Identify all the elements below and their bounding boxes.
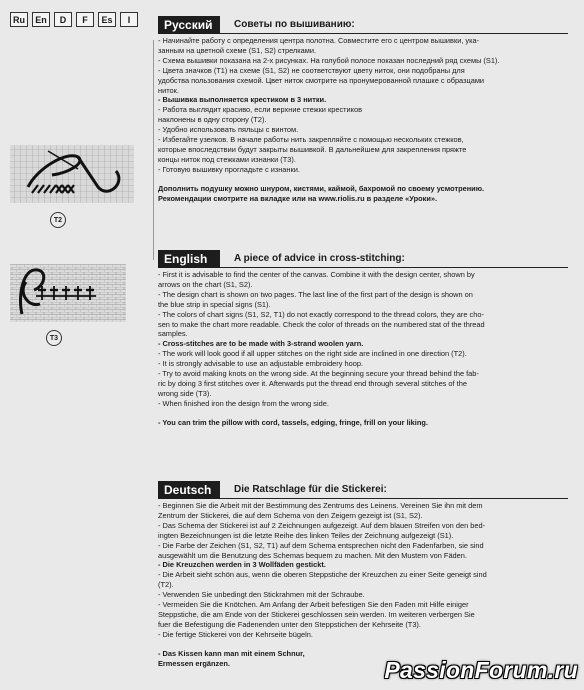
- text-line: - Die fertige Stickerei von der Kehrseite bügeln.: [158, 629, 313, 639]
- heading-russian: Советы по вышиванию:: [234, 19, 355, 31]
- text-line: (T2).: [158, 580, 174, 590]
- text-line: концы ниток под стежками изнанки (T3).: [158, 154, 296, 164]
- text-line: ausgewählt um die Benutzung des Schemas bequem zu machen. Mit den Mustern von Fäden.: [158, 550, 467, 560]
- lang-es[interactable]: Es: [98, 12, 116, 27]
- lang-i[interactable]: I: [120, 12, 138, 27]
- text-line: - Try to avoid making knots on the wrong side. At the beginning secure your thread behind the fab-: [158, 369, 479, 379]
- text-line: - Удобно использовать пяльцы с винтом.: [158, 125, 299, 135]
- text-line: - Verwenden Sie unbedingt den Stickrahmen mit der Schraube.: [158, 590, 365, 600]
- text-line: - First it is advisable to find the center of the canvas. Combine it with the design center, shown by: [158, 270, 475, 279]
- text-line: - The design chart is shown on two pages. The last line of the first part of the design is shown on: [158, 289, 473, 299]
- cross-stitch-icon: [8, 143, 136, 205]
- spacer: [158, 175, 568, 184]
- tab-deutsch: Deutsch: [158, 481, 220, 499]
- section-russian: [158, 16, 568, 204]
- text-line: - Die Kreuzchen werden in 3 Wollfäden gestickt.: [158, 560, 326, 570]
- text-line: - Цвета значков (T1) на схеме (S1, S2) не соответствуют цвету ниток, они подобраны для: [158, 65, 465, 75]
- tab-russian: Русский: [158, 16, 220, 34]
- section-english: [158, 250, 568, 428]
- text-line: - Готовую вышивку прогладьте с изнанки.: [158, 164, 300, 174]
- text-line: ingten Bezeichnungen ist die letzte Reihe des linken Teiles der Zeichnung aufgezeigt (S1).: [158, 530, 454, 540]
- stitch-illustration-t3: [8, 262, 128, 329]
- text-line: Zentrum der Stickerei, die auf dem Schema von den Zeigern gezeigt ist (S1, S2).: [158, 510, 423, 520]
- figure-label-t3: T3: [46, 330, 62, 346]
- figure-label-t2: T2: [50, 212, 66, 228]
- section-deutsch: [158, 481, 568, 669]
- lang-f[interactable]: F: [76, 12, 94, 27]
- text-line: - Beginnen Sie die Arbeit mit der Bestimmung des Zentrums des Leinens. Vereinen Sie ihn mit dem: [158, 501, 483, 510]
- spacer: [158, 640, 568, 649]
- text-russian: [158, 36, 568, 204]
- text-line: - Избегайте узелков. В начале работы нить закрепляйте с помощью нескольких стежков,: [158, 135, 464, 145]
- spacer: [158, 409, 568, 418]
- tab-english: English: [158, 250, 220, 268]
- heading-english: A piece of advice in cross-stitching:: [234, 253, 405, 265]
- text-line: ric by doing 3 first stitches over it. Afterwards put the thread end through several stitches of the: [158, 378, 467, 388]
- text-line: Рекомендации смотрите на вкладке или на www.riolis.ru в разделе «Уроки».: [158, 193, 438, 203]
- text-line: - When finished iron the design from the wrong side.: [158, 398, 329, 408]
- text-line: Ermessen ergänzen.: [158, 658, 230, 668]
- stitch-illustration-t2: [8, 143, 136, 210]
- text-line: fuer die Befestigung die Fadenenden unter den Steppstichen der Kehrseite (T3).: [158, 619, 421, 629]
- text-line: - The colors of chart signs (S1, S2, T1) do not exactly correspond to the thread colors, they are cho-: [158, 309, 484, 319]
- text-line: samples.: [158, 329, 188, 339]
- text-line: наклонены в одну сторону (T2).: [158, 115, 267, 125]
- text-line: - Die Arbeit sieht schön aus, wenn die oberen Steppstiche der Kreuzchen zu einer Seite geneigt sind: [158, 570, 487, 580]
- text-line: sen to make the chart more readable. Check the color of threads on the numbered stat of the thread: [158, 319, 485, 329]
- margin-line: [153, 40, 154, 260]
- text-line: - Die Farbe der Zeichen (S1, S2, T1) auf dem Schema entsprechen nicht den Fadenfarben, sie sind: [158, 540, 484, 550]
- heading-deutsch: Die Ratschlage für die Stickerei:: [234, 484, 387, 496]
- lang-ru[interactable]: Ru: [10, 12, 28, 27]
- text-line: arrows on the chart (S1, S2).: [158, 279, 253, 289]
- text-line: - It is strongly advisable to use an adjustable embroidery hoop.: [158, 359, 364, 369]
- text-line: - Схема вышивки показана на 2-х рисунках. На голубой полосе показан последний ряд схемы (S1).: [158, 55, 500, 65]
- text-line: - The work will look good if all upper stitches on the right side are inclined in one direction (T2).: [158, 349, 467, 359]
- text-deutsch: [158, 501, 568, 669]
- text-line: - You can trim the pillow with cord, tassels, edging, fringe, frill on your liking.: [158, 417, 428, 427]
- text-line: ниток.: [158, 85, 179, 95]
- text-line: - Vermeiden Sie die Knötchen. Am Anfang der Arbeit befestigen Sie den Faden mit Hilfe einiger: [158, 600, 469, 610]
- text-line: wrong side (T3).: [158, 388, 212, 398]
- watermark: PassionForum.ru: [384, 657, 578, 683]
- text-line: - Cross-stitches are to be made with 3-strand woolen yarn.: [158, 339, 364, 349]
- text-line: Steppstiche, die am Ende von der Stickerei geschlossen sein werden. Im weiteren verbergen Sie: [158, 609, 475, 619]
- lang-en[interactable]: En: [32, 12, 50, 27]
- text-line: удобства пользования схемой. Цвет ниток смотрите на пронумерованной плашке с образцами: [158, 75, 485, 85]
- text-line: the blue strip in special signs (S1).: [158, 299, 271, 309]
- language-bar: [10, 12, 138, 27]
- text-line: - Das Kissen kann man mit einem Schnur,: [158, 648, 305, 658]
- text-line: - Работа выглядит красиво, если верхние стежки крестиков: [158, 105, 363, 115]
- text-line: Дополнить подушку можно шнуром, кистями, каймой, бахромой по своему усмотрению.: [158, 183, 485, 193]
- text-line: занным на цветной схеме (S1, S2) стрелками.: [158, 45, 317, 55]
- lang-d[interactable]: D: [54, 12, 72, 27]
- text-line: - Начинайте работу с определения центра полотна. Совместите его с центром вышивки, ука-: [158, 36, 480, 45]
- text-line: - Das Schema der Stickerei ist auf 2 Zeichnungen aufgezeigt. Auf dem blauen Streifen von den bed-: [158, 520, 486, 530]
- text-english: [158, 270, 568, 428]
- text-line: которые впоследствии будут закрыты вышивкой. В дальнейшем для закрепления пряжте: [158, 144, 467, 154]
- thread-secure-icon: [8, 262, 128, 324]
- text-line: - Вышивка выполняется крестиком в 3 нитки.: [158, 95, 327, 105]
